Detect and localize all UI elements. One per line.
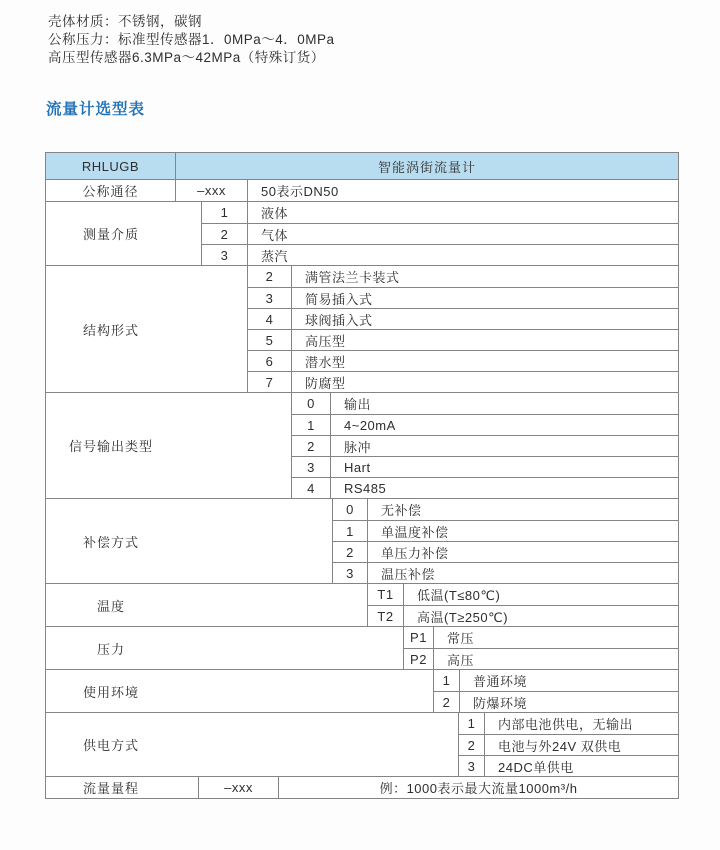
section-label-nominal-diameter [46,180,176,201]
option-desc: 防腐型 [305,375,346,391]
option-code: 6 [248,351,292,371]
option-row [248,350,678,371]
option-desc: 满管法兰卡装式 [305,270,400,285]
section-options-power-supply-mode [459,713,678,776]
section-pressure [46,626,678,669]
option-code: –xxx [176,180,248,201]
option-code: 2 [248,266,292,287]
intro-line-high-pressure-sensor: 高压型传感器6.3MPa～42MPa（特殊订货） [48,50,325,65]
section-label-text: 使用环境 [82,684,139,700]
option-code: T2 [368,606,404,626]
section-options-signal-output-type [292,393,678,498]
section-flow-range [46,776,678,798]
section-temperature [46,583,678,626]
option-code: –xxx [199,777,279,798]
option-desc: 气体 [261,227,289,243]
option-desc: 50表示DN50 [261,184,339,199]
section-measured-medium [46,201,678,265]
option-row [404,648,678,669]
option-desc: 潜水型 [305,354,346,370]
section-compensation-mode [46,498,678,583]
option-row [248,371,678,392]
option-row [176,180,678,201]
section-label-text: 温度 [96,598,125,614]
option-code: 1 [292,415,331,435]
option-row [248,308,678,329]
option-row [292,435,678,456]
option-code: 2 [459,735,485,755]
option-desc: 低温(T≤80℃) [417,588,501,603]
option-desc: 高温(T≥250℃) [417,609,509,625]
section-label-structure-type [46,266,248,392]
option-row [248,266,678,287]
flowmeter-selection-table [45,152,679,799]
option-code: 3 [333,563,368,583]
option-row [333,520,678,541]
option-code: 1 [202,202,248,223]
option-code: 2 [333,542,368,562]
option-row [292,414,678,435]
section-label-compensation-mode [46,499,333,583]
option-code: 7 [248,372,292,392]
section-options-structure-type [248,266,678,392]
option-desc: 温压补偿 [381,566,436,582]
option-code: 0 [292,393,331,414]
option-desc: 常压 [447,631,475,646]
option-row [459,755,678,776]
section-options-pressure [404,627,678,669]
section-label-text: 供电方式 [82,738,139,753]
option-row [434,670,678,691]
option-desc: RS485 [344,480,387,496]
option-desc: 4~20mA [344,417,396,433]
option-desc: 内部电池供电，无输出 [498,717,634,732]
option-row [248,329,678,350]
option-desc: 例：1000表示最大流量1000m³/h [379,781,578,796]
option-code: 2 [292,436,331,456]
option-row [368,605,678,626]
option-row [202,202,678,223]
option-row [333,541,678,562]
section-nominal-diameter [46,179,678,201]
option-desc: 普通环境 [473,674,528,689]
table-header-row [46,153,678,179]
model-code-header: RHLUGB [46,153,176,179]
option-code: 3 [202,245,248,265]
section-label-text: 测量介质 [82,227,139,242]
option-desc: 防爆环境 [473,695,528,711]
section-options-operating-environment [434,670,678,712]
option-desc: 输出 [344,397,372,412]
option-desc: 电池与外24V 双供电 [498,738,622,754]
option-code: 3 [292,457,331,477]
option-row [292,456,678,477]
section-label-text: 公称通径 [82,184,139,199]
option-code: 0 [333,499,368,520]
option-desc: 单温度补偿 [381,524,449,540]
section-options-flow-range [199,777,678,798]
page-title: 流量计选型表 [46,101,146,118]
option-row [459,713,678,734]
section-label-operating-environment [46,670,434,712]
section-label-signal-output-type [46,393,292,498]
option-code: 1 [333,521,368,541]
option-code: P2 [404,649,434,669]
section-label-text: 补偿方式 [82,534,139,550]
section-label-temperature [46,584,368,626]
option-code: 4 [292,478,331,498]
section-options-temperature [368,584,678,626]
option-desc: 简易插入式 [305,291,373,307]
option-desc: 24DC单供电 [498,759,574,775]
option-code: 2 [434,692,460,712]
option-row [368,584,678,605]
option-row [202,223,678,244]
section-options-measured-medium [202,202,678,265]
option-code: 5 [248,330,292,350]
section-power-supply-mode [46,712,678,776]
option-code: T1 [368,584,404,605]
table-sections-container [46,179,678,798]
option-row [292,393,678,414]
section-label-pressure [46,627,404,669]
section-structure-type [46,265,678,392]
section-label-text: 结构形式 [82,322,139,338]
option-code: 3 [248,288,292,308]
section-label-measured-medium [46,202,202,265]
option-row [459,734,678,755]
option-desc: 脉冲 [344,439,372,455]
section-signal-output-type [46,392,678,498]
intro-line-nominal-pressure: 公称压力：标准型传感器1．0MPa～4．0MPa [48,32,335,47]
section-label-text: 信号输出类型 [68,439,153,454]
intro-line-shell-material: 壳体材质：不锈钢，碳钢 [48,14,202,29]
section-label-flow-range [46,777,199,798]
section-options-nominal-diameter [176,180,678,201]
option-code: 1 [434,670,460,691]
option-desc: 高压型 [305,333,346,349]
option-desc: 液体 [261,206,289,221]
option-row [248,287,678,308]
option-code: 3 [459,756,485,776]
option-row [199,777,678,798]
option-desc: Hart [344,459,371,475]
option-row [333,562,678,583]
section-label-text: 流量量程 [82,781,139,796]
option-row [404,627,678,648]
option-code: 2 [202,224,248,244]
option-code: 1 [459,713,485,734]
option-code: P1 [404,627,434,648]
option-desc: 蒸汽 [261,248,289,264]
option-desc: 球阀插入式 [305,312,373,328]
section-label-power-supply-mode [46,713,459,776]
option-desc: 单压力补偿 [381,545,449,561]
section-operating-environment [46,669,678,712]
intro-text-block [48,13,335,67]
option-desc: 无补偿 [381,503,422,518]
option-row [333,499,678,520]
option-desc: 高压 [447,652,475,668]
section-options-compensation-mode [333,499,678,583]
option-code: 4 [248,309,292,329]
section-label-text: 压力 [96,641,125,657]
option-row [434,691,678,712]
option-row [202,244,678,265]
product-name-header: 智能涡街流量计 [377,159,476,175]
option-row [292,477,678,498]
